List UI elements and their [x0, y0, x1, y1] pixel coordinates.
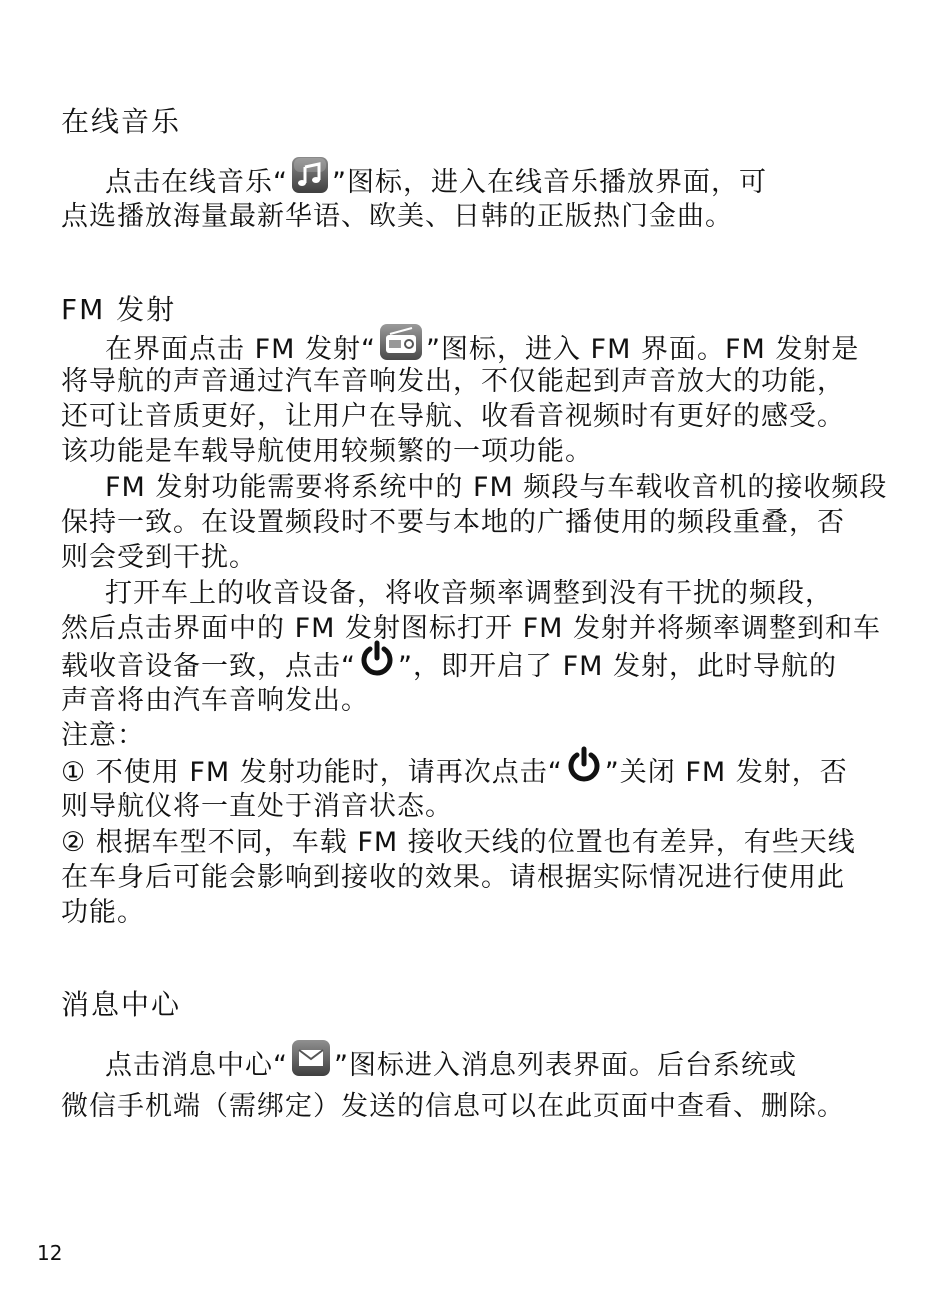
fm-p3-line-4: 声音将由汽车音响发出。 [61, 685, 369, 716]
fm-p1-line-2: 将导航的声音通过汽车音响发出，不仅能起到声音放大的功能， [61, 366, 845, 397]
fm-p1-text-1a: 在界面点击 FM 发射“ [105, 334, 376, 365]
fm-p2-line-2: 保持一致。在设置频段时不要与本地的广播使用的频段重叠，否 [61, 507, 845, 538]
section-title-fm: FM 发射 [61, 293, 177, 326]
fm-p3-line-2: 然后点击界面中的 FM 发射图标打开 FM 发射并将频率调整到和车 [61, 613, 881, 644]
fm-note1-text-1b: ”关闭 FM 发射，否 [604, 757, 848, 788]
fm-note1-text-1a: ① 不使用 FM 发射功能时，请再次点击“ [61, 757, 563, 788]
online-music-line-2: 点选播放海量最新华语、欧美、日韩的正版热门金曲。 [61, 201, 733, 232]
fm-p3-text-3b: ”，即开启了 FM 发射，此时导航的 [398, 651, 837, 682]
messages-text-1a: 点击消息中心“ [105, 1050, 288, 1081]
fm-p1-line-3: 还可让音质更好，让用户在导航、收看音视频时有更好的感受。 [61, 401, 845, 432]
fm-note-label: 注意： [61, 720, 145, 751]
fm-note1-line-2: 则导航仪将一直处于消音状态。 [61, 791, 453, 822]
section-title-online-music: 在线音乐 [61, 105, 182, 138]
online-music-text-1a: 点击在线音乐“ [105, 167, 288, 198]
messages-text-1b: ”图标进入消息列表界面。后台系统或 [334, 1050, 797, 1081]
fm-p1-line-4: 该功能是车载导航使用较频繁的一项功能。 [61, 436, 593, 467]
messages-line-2: 微信手机端（需绑定）发送的信息可以在此页面中查看、删除。 [61, 1091, 845, 1122]
fm-p3-line-3 [61, 648, 837, 687]
section-title-messages: 消息中心 [61, 988, 182, 1021]
fm-note1-line-1 [61, 754, 848, 793]
fm-p2-line-3: 则会受到干扰。 [61, 542, 257, 573]
fm-p2-line-1: FM 发射功能需要将系统中的 FM 频段与车载收音机的接收频段 [105, 472, 888, 503]
online-music-text-1b: ”图标，进入在线音乐播放界面，可 [332, 167, 767, 198]
power-icon [358, 640, 396, 687]
messages-line-1 [105, 1046, 797, 1087]
fm-p3-text-3a: 载收音设备一致，点击“ [61, 651, 356, 682]
mail-icon [290, 1038, 332, 1087]
power-icon [565, 746, 603, 793]
page-number: 12 [37, 1241, 63, 1265]
fm-note2-line-3: 功能。 [61, 897, 145, 928]
fm-note2-line-1: ② 根据车型不同，车载 FM 接收天线的位置也有差异，有些天线 [61, 827, 856, 858]
fm-p1-text-1b: ”图标，进入 FM 界面。FM 发射是 [425, 334, 860, 365]
online-music-line-1 [105, 163, 767, 204]
fm-note2-line-2: 在车身后可能会影响到接收的效果。请根据实际情况进行使用此 [61, 862, 845, 893]
music-note-icon [290, 155, 330, 204]
radio-icon [378, 322, 424, 371]
fm-p3-line-1: 打开车上的收音设备，将收音频率调整到没有干扰的频段， [105, 578, 833, 609]
